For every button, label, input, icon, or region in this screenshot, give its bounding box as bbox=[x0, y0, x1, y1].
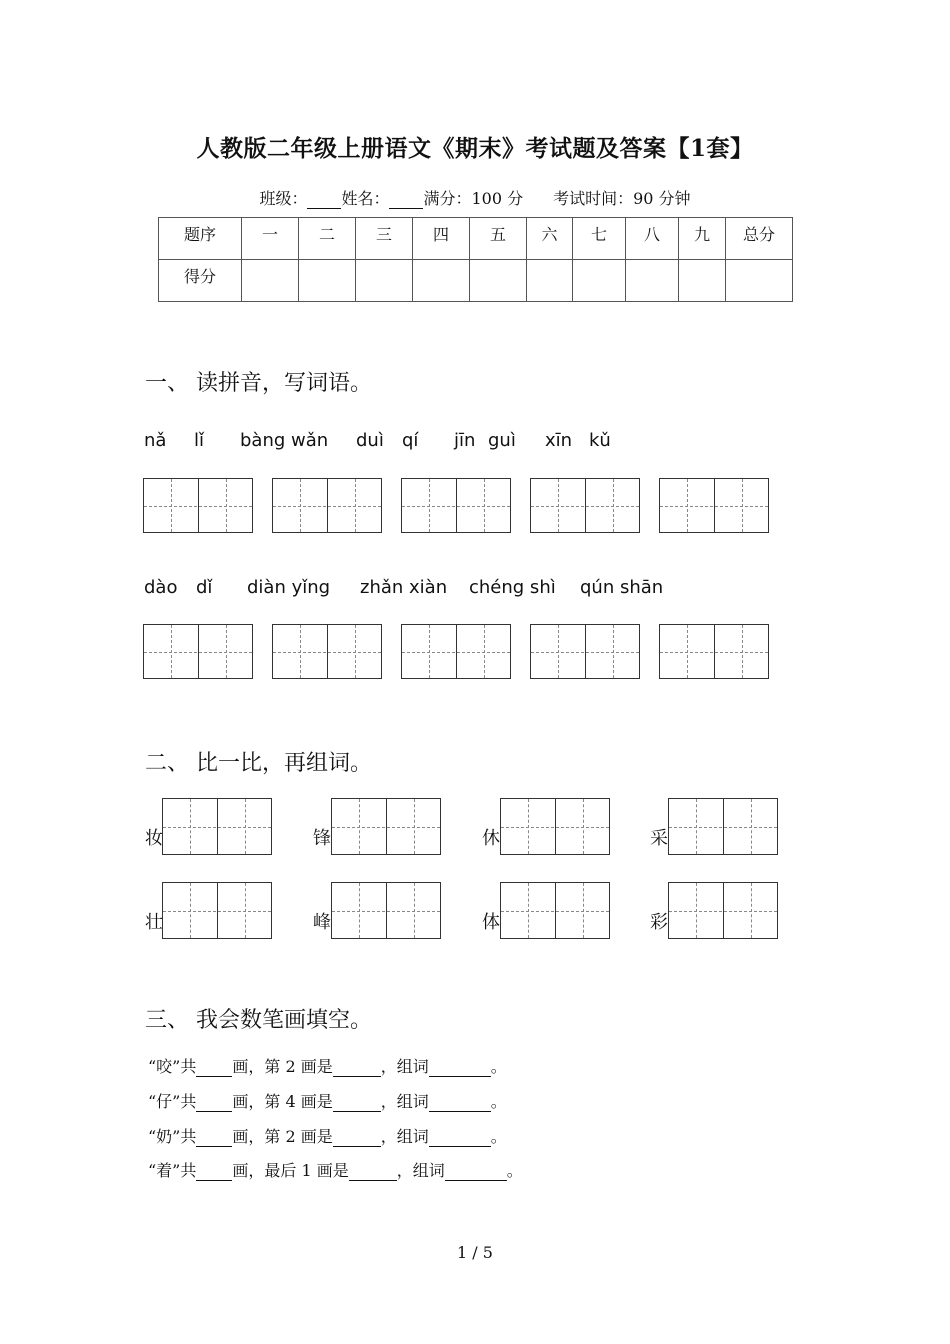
writing-grid[interactable] bbox=[530, 478, 640, 533]
answer-blank[interactable] bbox=[196, 1057, 232, 1077]
score-cell[interactable] bbox=[726, 260, 793, 302]
writing-grid[interactable] bbox=[272, 624, 382, 679]
score-table-header-row bbox=[159, 218, 793, 260]
score-cell[interactable] bbox=[299, 260, 356, 302]
score-row-label: 得分 bbox=[159, 260, 242, 302]
writing-grid[interactable] bbox=[401, 478, 511, 533]
score-header-cell: 五 bbox=[470, 218, 527, 260]
question-text: 画，最后 1 画是 bbox=[232, 1161, 349, 1180]
question-text: “仔”共 bbox=[148, 1092, 197, 1111]
score-header-cell: 三 bbox=[356, 218, 413, 260]
question-text: 。 bbox=[506, 1161, 523, 1180]
stroke-question bbox=[148, 1158, 523, 1181]
score-header-cell: 九 bbox=[679, 218, 726, 260]
compare-char: 锋 bbox=[313, 828, 331, 849]
stroke-question bbox=[148, 1054, 507, 1077]
question-text: 画，第 4 画是 bbox=[232, 1092, 333, 1111]
pinyin-text: nǎ bbox=[144, 430, 167, 451]
writing-grid[interactable] bbox=[162, 882, 272, 939]
question-text: 。 bbox=[490, 1127, 507, 1146]
pinyin-text: jīn bbox=[454, 430, 476, 451]
question-text: 画，第 2 画是 bbox=[232, 1057, 333, 1076]
writing-grid[interactable] bbox=[659, 624, 769, 679]
question-text: ，组词 bbox=[396, 1161, 445, 1180]
writing-grid[interactable] bbox=[659, 478, 769, 533]
pinyin-text: dǐ bbox=[196, 577, 213, 598]
name-label: 姓名： bbox=[341, 189, 390, 208]
compare-char: 休 bbox=[482, 828, 500, 849]
pinyin-text: chéng shì bbox=[469, 577, 556, 598]
question-text: “奶”共 bbox=[148, 1127, 197, 1146]
pinyin-row-2 bbox=[0, 577, 950, 603]
pinyin-text: qí bbox=[402, 430, 419, 451]
answer-blank[interactable] bbox=[429, 1057, 491, 1077]
compare-char: 体 bbox=[482, 912, 500, 933]
answer-blank[interactable] bbox=[333, 1092, 381, 1112]
score-header-cell: 总分 bbox=[726, 218, 793, 260]
pinyin-text: zhǎn xiàn bbox=[360, 577, 448, 598]
writing-grid[interactable] bbox=[331, 882, 441, 939]
question-text: 。 bbox=[490, 1057, 507, 1076]
score-cell[interactable] bbox=[242, 260, 299, 302]
score-header-cell: 八 bbox=[626, 218, 679, 260]
score-table-score-row bbox=[159, 260, 793, 302]
answer-blank[interactable] bbox=[349, 1161, 397, 1181]
pinyin-row-1 bbox=[0, 430, 950, 456]
compare-char: 彩 bbox=[650, 912, 668, 933]
answer-blank[interactable] bbox=[445, 1161, 507, 1181]
page-title: 人教版二年级上册语文《期末》考试题及答案【1套】 bbox=[196, 135, 754, 162]
writing-grid[interactable] bbox=[401, 624, 511, 679]
writing-grid[interactable] bbox=[668, 798, 778, 855]
writing-grid[interactable] bbox=[272, 478, 382, 533]
question-text: 画，第 2 画是 bbox=[232, 1127, 333, 1146]
score-header-cell: 四 bbox=[413, 218, 470, 260]
question-text: 。 bbox=[490, 1092, 507, 1111]
class-label: 班级： bbox=[259, 189, 308, 208]
exam-time-label: 考试时间：90 分钟 bbox=[553, 189, 691, 208]
compare-char: 壮 bbox=[145, 912, 163, 933]
question-text: ，组词 bbox=[380, 1127, 429, 1146]
answer-blank[interactable] bbox=[333, 1127, 381, 1147]
compare-char: 妆 bbox=[145, 828, 163, 849]
stroke-question bbox=[148, 1124, 507, 1147]
answer-blank[interactable] bbox=[429, 1127, 491, 1147]
pinyin-text: lǐ bbox=[194, 430, 205, 451]
score-header-cell: 六 bbox=[527, 218, 573, 260]
section2-heading: 二、 比一比，再组词。 bbox=[145, 751, 372, 776]
question-text: “咬”共 bbox=[148, 1057, 197, 1076]
answer-blank[interactable] bbox=[196, 1161, 232, 1181]
pinyin-text: diàn yǐng bbox=[247, 577, 331, 598]
score-cell[interactable] bbox=[470, 260, 527, 302]
score-cell[interactable] bbox=[356, 260, 413, 302]
compare-char: 峰 bbox=[313, 912, 331, 933]
class-blank[interactable] bbox=[307, 189, 341, 209]
writing-grid[interactable] bbox=[331, 798, 441, 855]
pinyin-text: dào bbox=[144, 577, 178, 598]
score-cell[interactable] bbox=[527, 260, 573, 302]
name-blank[interactable] bbox=[389, 189, 423, 209]
writing-grid[interactable] bbox=[143, 478, 253, 533]
answer-blank[interactable] bbox=[196, 1092, 232, 1112]
question-text: “着”共 bbox=[148, 1161, 197, 1180]
score-cell[interactable] bbox=[573, 260, 626, 302]
answer-blank[interactable] bbox=[196, 1127, 232, 1147]
score-cell[interactable] bbox=[679, 260, 726, 302]
pinyin-text: xīn bbox=[545, 430, 573, 451]
pinyin-text: bàng wǎn bbox=[240, 430, 329, 451]
section1-heading: 一、 读拼音，写词语。 bbox=[145, 371, 372, 396]
score-header-cell: 二 bbox=[299, 218, 356, 260]
writing-grid[interactable] bbox=[668, 882, 778, 939]
score-header-cell: 题序 bbox=[159, 218, 242, 260]
pinyin-text: qún shān bbox=[580, 577, 664, 598]
pinyin-text: guì bbox=[488, 430, 516, 451]
writing-grid[interactable] bbox=[143, 624, 253, 679]
writing-grid[interactable] bbox=[162, 798, 272, 855]
score-cell[interactable] bbox=[626, 260, 679, 302]
answer-blank[interactable] bbox=[429, 1092, 491, 1112]
exam-info bbox=[0, 186, 950, 209]
full-score-label: 满分：100 分 bbox=[423, 189, 524, 208]
question-text: ，组词 bbox=[380, 1057, 429, 1076]
stroke-question bbox=[148, 1089, 507, 1112]
writing-grid[interactable] bbox=[530, 624, 640, 679]
writing-grid[interactable] bbox=[500, 798, 610, 855]
page-number: 1 / 5 bbox=[457, 1243, 493, 1262]
answer-blank[interactable] bbox=[333, 1057, 381, 1077]
score-header-cell: 七 bbox=[573, 218, 626, 260]
section3-heading: 三、 我会数笔画填空。 bbox=[145, 1008, 372, 1033]
pinyin-text: duì bbox=[356, 430, 384, 451]
pinyin-text: kǔ bbox=[589, 430, 611, 451]
question-text: ，组词 bbox=[380, 1092, 429, 1111]
score-cell[interactable] bbox=[413, 260, 470, 302]
score-header-cell: 一 bbox=[242, 218, 299, 260]
score-table bbox=[158, 217, 793, 302]
compare-char: 采 bbox=[650, 828, 668, 849]
writing-grid[interactable] bbox=[500, 882, 610, 939]
